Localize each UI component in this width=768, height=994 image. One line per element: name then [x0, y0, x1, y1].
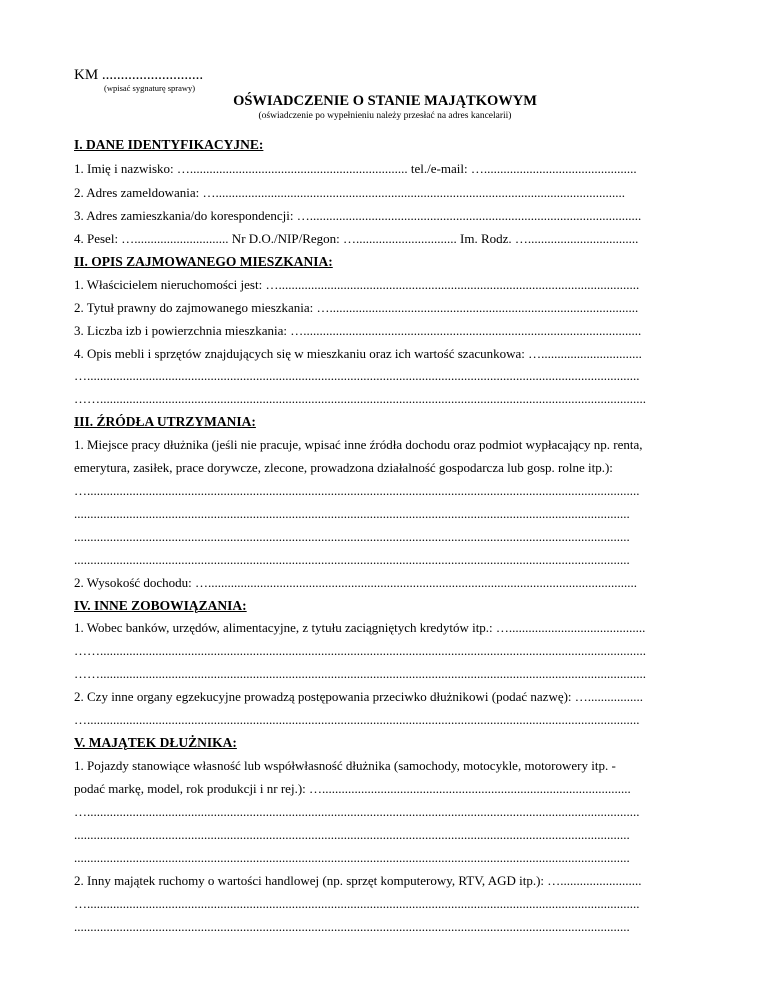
field-registered-address[interactable]: 2. Adres zameldowania: …..............................................................................................................................	[74, 185, 626, 200]
fill-line[interactable]: ...........................................................................................................................................................................	[74, 850, 630, 865]
field-other-enforcement[interactable]: 2. Czy inne organy egzekucyjne prowadzą postępowania przeciwko dłużnikowi (podać nazwę): ….................	[74, 689, 644, 704]
section-heading-apartment: II. OPIS ZAJMOWANEGO MIESZKANIA:	[74, 254, 333, 269]
field-movable-assets[interactable]: 2. Inny majątek ruchomy o wartości handlowej (np. sprzęt komputerowy, RTV, AGD itp.): ….........................	[74, 873, 642, 888]
fill-line[interactable]: ...........................................................................................................................................................................	[74, 529, 630, 544]
field-vehicles-label: 1. Pojazdy stanowiące własność lub współwłasność dłużnika (samochody, motocykle, motorowery itp. -	[74, 758, 616, 773]
fill-line[interactable]: …..........................................................................................................................................................................	[74, 712, 640, 727]
section-heading-liabilities: IV. INNE ZOBOWIĄZANIA:	[74, 598, 247, 613]
fill-line[interactable]: ...........................................................................................................................................................................	[74, 552, 630, 567]
field-income-amount[interactable]: 2. Wysokość dochodu: …....................................................................................................................................	[74, 575, 638, 590]
fill-line[interactable]: ……........................................................................................................................................................................	[74, 643, 646, 658]
document-page	[74, 0, 696, 994]
fill-line[interactable]: ……........................................................................................................................................................................	[74, 391, 646, 406]
field-workplace-label-cont: emerytura, zasiłek, prace dorywcze, zlecone, prowadzona działalność gospodarcza lub gosp. rolne itp.):	[74, 460, 613, 475]
field-vehicles[interactable]: podać markę, model, rok produkcji i nr rej.): …...............................................................................................	[74, 781, 631, 796]
fill-line[interactable]: …..........................................................................................................................................................................	[74, 368, 640, 383]
fill-line[interactable]: …..........................................................................................................................................................................	[74, 896, 640, 911]
field-property-owner[interactable]: 1. Właścicielem nieruchomości jest: …...............................................................................................................	[74, 277, 640, 292]
case-number-note: (wpisać sygnaturę sprawy)	[104, 83, 196, 93]
fill-line[interactable]: ...........................................................................................................................................................................	[74, 919, 630, 934]
fill-line[interactable]: ...........................................................................................................................................................................	[74, 827, 630, 842]
field-residential-address[interactable]: 3. Adres zamieszkania/do korespondencji: …......................................................................................................	[74, 208, 642, 223]
fill-line[interactable]: …..........................................................................................................................................................................	[74, 804, 640, 819]
field-rooms-area[interactable]: 3. Liczba izb i powierzchnia mieszkania: …........................................................................................................	[74, 323, 642, 338]
fill-line[interactable]: ...........................................................................................................................................................................	[74, 506, 630, 521]
fill-line[interactable]: …..........................................................................................................................................................................	[74, 483, 640, 498]
section-heading-income: III. ŹRÓDŁA UTRZYMANIA:	[74, 414, 256, 429]
fill-line[interactable]: ……........................................................................................................................................................................	[74, 666, 646, 681]
field-liabilities[interactable]: 1. Wobec banków, urzędów, alimentacyjne, z tytułu zaciągniętych kredytów itp.: …..........................................	[74, 620, 646, 635]
case-number-field[interactable]: KM ...........................	[74, 67, 204, 83]
section-heading-identification: I. DANE IDENTYFIKACYJNE:	[74, 137, 264, 152]
field-furniture-description[interactable]: 4. Opis mebli i sprzętów znajdujących się w mieszkaniu oraz ich wartość szacunkowa: …...............................	[74, 346, 642, 361]
section-heading-assets: V. MAJĄTEK DŁUŻNIKA:	[74, 735, 237, 750]
field-pesel-ids[interactable]: 4. Pesel: …............................. Nr D.O./NIP/Regon: …............................... Im. Rodz. …..................................	[74, 231, 639, 246]
field-name-contact[interactable]: 1. Imię i nazwisko: …................................................................... tel./e-mail: …...............................................	[74, 161, 637, 176]
document-title: OŚWIADCZENIE O STANIE MAJĄTKOWYM	[233, 93, 537, 109]
field-legal-title[interactable]: 2. Tytuł prawny do zajmowanego mieszkania: …...............................................................................................	[74, 300, 639, 315]
field-workplace-label: 1. Miejsce pracy dłużnika (jeśli nie pracuje, wpisać inne źródła dochodu oraz podmiot wypłacający np. renta,	[74, 437, 643, 452]
document-subtitle: (oświadczenie po wypełnieniu należy przesłać na adres kancelarii)	[258, 111, 512, 121]
